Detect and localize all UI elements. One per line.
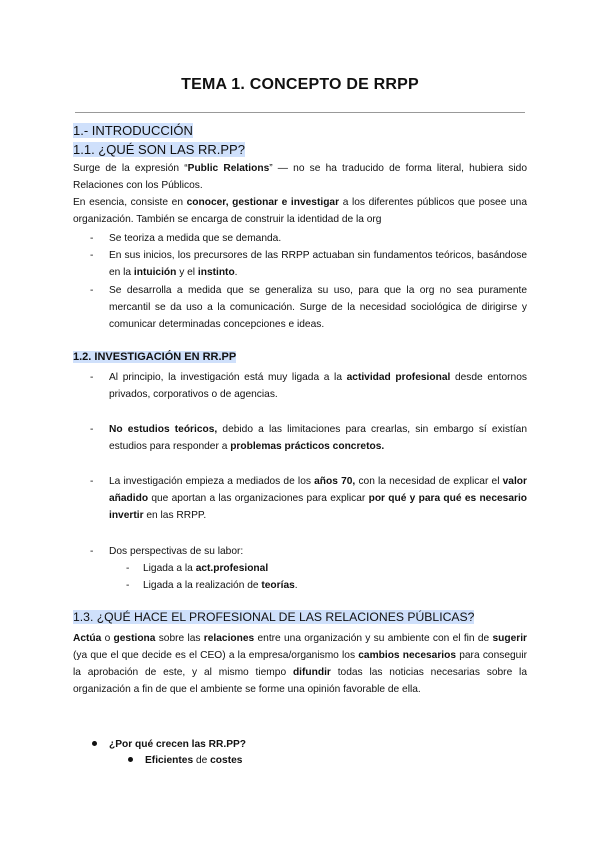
sub-list-item: - Ligada a la realización de teorías. — [126, 580, 298, 591]
sub-list-item: - Ligada a la act.profesional — [126, 563, 269, 574]
heading-que-son: 1.1. ¿QUÉ SON LAS RR.PP? — [73, 142, 245, 157]
bullet-dot-icon — [92, 741, 97, 746]
title-divider — [75, 112, 525, 113]
heading-introduccion: 1.- INTRODUCCIÓN — [73, 123, 193, 138]
bullet-item: ¿Por qué crecen las RR.PP? — [92, 736, 246, 753]
bullet-sub-item: Eficientes de costes — [128, 752, 242, 769]
paragraph-origen: Surge de la expresión “Public Relations” — no se ha traducido de forma literal, hubiera sido Relaciones con los Públicos. — [73, 163, 527, 191]
list-item: - Dos perspectivas de su labor: — [90, 546, 244, 557]
list-item: - No estudios teóricos, debido a las limitaciones para crearlas, sin embargo sí existían estudios para responder a problemas prácticos concretos. — [90, 424, 528, 452]
page-title: TEMA 1. CONCEPTO DE RRPP — [181, 76, 419, 93]
heading-que-hace: 1.3. ¿QUÉ HACE EL PROFESIONAL DE LAS RELACIONES PÚBLICAS? — [73, 610, 475, 624]
paragraph-esencia: En esencia, consiste en conocer, gestionar e investigar a los diferentes públicos que posee una organización. También se encarga de construir la identidad de la org — [73, 197, 528, 225]
list-item: - La investigación empieza a mediados de los años 70, con la necesidad de explicar el valor añadido que aportan a las organizaciones para explicar por qué y para qué es necesario invertir en las RRPP. — [90, 476, 528, 521]
list-item: - Se desarrolla a medida que se generaliza su uso, para que la org no sea puramente mercantil se da uso a la comunicación. Surge de la necesidad sociológica de dirigirse y comunicar determinadas concepciones e ideas. — [90, 285, 527, 330]
bullet-dot-icon — [128, 757, 133, 762]
paragraph-profesional: Actúa o gestiona sobre las relaciones entre una organización y su ambiente con el fin de sugerir (ya que el que decide es el CEO) a la empresa/organismo los cambios necesarios para conseguir la aprobación de este, y al mismo tiempo difundir todas las noticias necesarias sobre la organización a fin de que el ambiente se forme una opinión favorable de ella. — [73, 633, 528, 695]
heading-investigacion: 1.2. INVESTIGACIÓN EN RR.PP — [73, 351, 237, 363]
list-item: - Se teoriza a medida que se demanda. — [90, 233, 282, 244]
list-item: - En sus inicios, los precursores de las RRPP actuaban sin fundamentos teóricos, basándose en la intuición y el instinto. — [90, 250, 527, 278]
list-item: - Al principio, la investigación está muy ligada a la actividad profesional desde entornos privados, corporativos o de agencias. — [90, 372, 527, 400]
